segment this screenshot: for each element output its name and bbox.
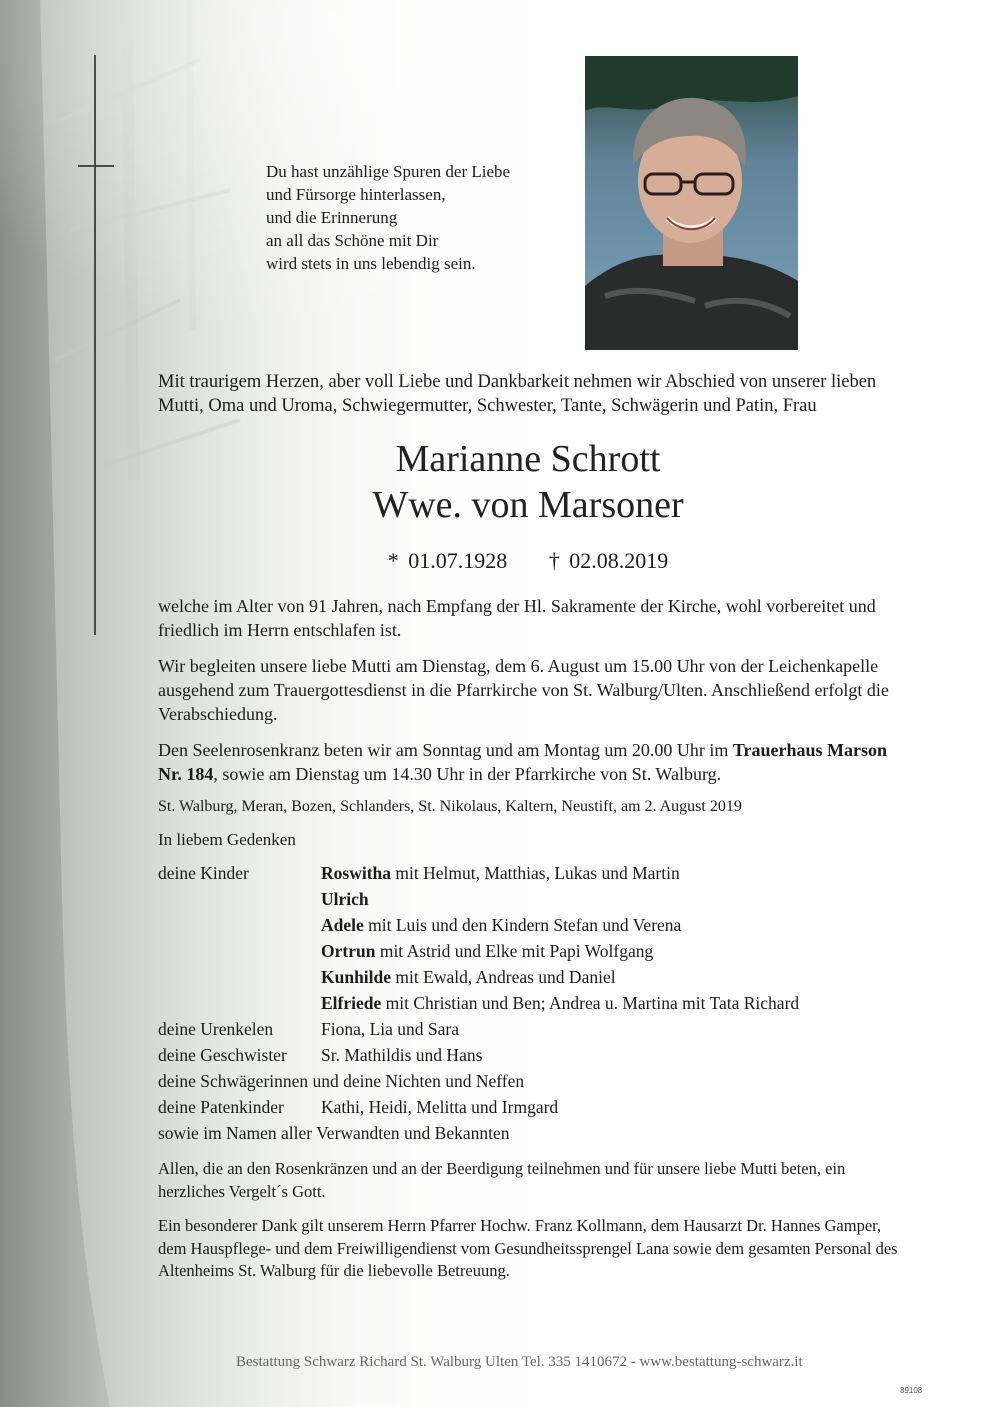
child-entry [321, 990, 799, 1016]
relatives-row [158, 938, 898, 964]
special-thanks-paragraph: Ein besonderer Dank gilt unserem Herrn Pfarrer Hochw. Franz Kollmann, dem Hausarzt Dr. Hannes Gamper, dem Hauspflege- und dem Freiwilligendienst vom Gesundheitssprengel Lana sowie dem gesamten Personal des Altenheims St. Walburg für die liebevolle Betreuung. [158, 1216, 898, 1280]
mourning-house: Trauerhaus Marson Nr. 184 [158, 740, 888, 784]
verse-line: Du hast unzählige Spuren der Liebe [266, 162, 511, 181]
relatives-row [158, 860, 898, 886]
child-entry [321, 860, 680, 886]
document-code: 89108 [900, 1386, 923, 1395]
relatives-label: deine Kinder [158, 863, 249, 883]
child-family: mit Helmut, Matthias, Lukas und Martin [391, 863, 680, 883]
relatives-label-empty [158, 990, 321, 1016]
verse-line: und Fürsorge hinterlassen, [266, 185, 446, 204]
child-entry [321, 964, 616, 990]
child-name: Ulrich [321, 889, 369, 909]
age-paragraph: welche im Alter von 91 Jahren, nach Empfang der Hl. Sakramente der Kirche, wohl vorbereitet und friedlich im Herrn entschlafen ist. [158, 596, 876, 640]
siblings: Sr. Mathildis und Hans [321, 1045, 483, 1065]
child-name: Ortrun [321, 941, 376, 961]
deceased-name [158, 436, 898, 528]
relatives-label-empty [158, 886, 321, 912]
relatives-row [158, 1042, 898, 1068]
child-entry [321, 886, 369, 912]
cross-horizontal-bar [78, 165, 114, 167]
thanks-paragraph: Allen, die an den Rosenkränzen und an der Beerdigung teilnehmen und für unsere liebe Mutti beten, ein herzliches Vergelt´s Gott. [158, 1159, 846, 1201]
child-name: Elfriede [321, 993, 382, 1013]
verse-line: wird stets in uns lebendig sein. [266, 254, 476, 273]
child-entry [321, 912, 681, 938]
in-memory-heading: In liebem Gedenken [158, 830, 296, 849]
godchildren: Kathi, Heidi, Melitta und Irmgard [321, 1097, 559, 1117]
relatives-row [158, 886, 898, 912]
rosary-paragraph [158, 738, 898, 786]
relatives-label-empty [158, 912, 321, 938]
relatives-row [158, 990, 898, 1016]
child-family: mit Christian und Ben; Andrea u. Martina mit Tata Richard [381, 993, 800, 1013]
child-family: mit Ewald, Andreas und Daniel [391, 967, 616, 987]
portrait-photo [585, 56, 798, 350]
great-grandchildren: Fiona, Lia und Sara [321, 1019, 460, 1039]
obituary-content [158, 370, 898, 1283]
memorial-verse [266, 160, 510, 275]
relatives-row [158, 1094, 898, 1120]
relatives-label-empty [158, 964, 321, 990]
deceased-maiden-line: Wwe. von Marsoner [372, 484, 684, 526]
relatives-closing-line: sowie im Namen aller Verwandten und Bekannten [158, 1123, 510, 1143]
relatives-label: deine Patenkinder [158, 1097, 284, 1117]
relatives-row [158, 912, 898, 938]
cross-vertical-bar [94, 55, 96, 635]
funeral-paragraph: Wir begleiten unsere liebe Mutti am Dienstag, dem 6. August um 15.00 Uhr von der Leichenkapelle ausgehend zum Trauergottesdienst in die Pfarrkirche von St. Walburg/Ulten. Anschließend erfolgt die Verabschiedung. [158, 656, 889, 724]
life-dates [158, 548, 898, 574]
relatives-label-empty [158, 938, 321, 964]
child-name: Adele [321, 915, 364, 935]
verse-line: und die Erinnerung [266, 208, 398, 227]
rosary-text: Den Seelenrosenkranz beten wir am Sonntag und am Montag um 20.00 Uhr im [158, 740, 733, 760]
relatives-label: deine Geschwister [158, 1045, 287, 1065]
relatives-row [158, 964, 898, 990]
intro-text: Mit traurigem Herzen, aber voll Liebe und Dankbarkeit nehmen wir Abschied von unserer lieben Mutti, Oma und Uroma, Schwiegermutter, Schwester, Tante, Schwägerin und Patin, Frau [158, 372, 877, 416]
verse-line: an all das Schöne mit Dir [266, 231, 439, 250]
relatives-label: deine Urenkelen [158, 1019, 274, 1039]
child-family: mit Astrid und Elke mit Papi Wolfgang [375, 941, 654, 961]
places-and-date: St. Walburg, Meran, Bozen, Schlanders, St. Nikolaus, Kaltern, Neustift, am 2. August 2019 [158, 798, 742, 815]
child-family: mit Luis und den Kindern Stefan und Verena [363, 915, 682, 935]
deceased-name-line: Marianne Schrott [395, 438, 661, 480]
sisters-in-law-line: deine Schwägerinnen und deine Nichten und Neffen [158, 1071, 525, 1091]
child-name: Roswitha [321, 863, 392, 883]
child-name: Kunhilde [321, 967, 392, 987]
rosary-text: , sowie am Dienstag um 14.30 Uhr in der Pfarrkirche von St. Walburg. [213, 764, 722, 784]
death-date: † 02.08.2019 [548, 548, 669, 573]
funeral-home-footer: Bestattung Schwarz Richard St. Walburg Ulten Tel. 335 1410672 - www.bestattung-schwarz.it [236, 1354, 803, 1370]
relatives-list [158, 860, 898, 1146]
relatives-row [158, 1016, 898, 1042]
birth-date: * 01.07.1928 [387, 548, 508, 573]
child-entry [321, 938, 653, 964]
